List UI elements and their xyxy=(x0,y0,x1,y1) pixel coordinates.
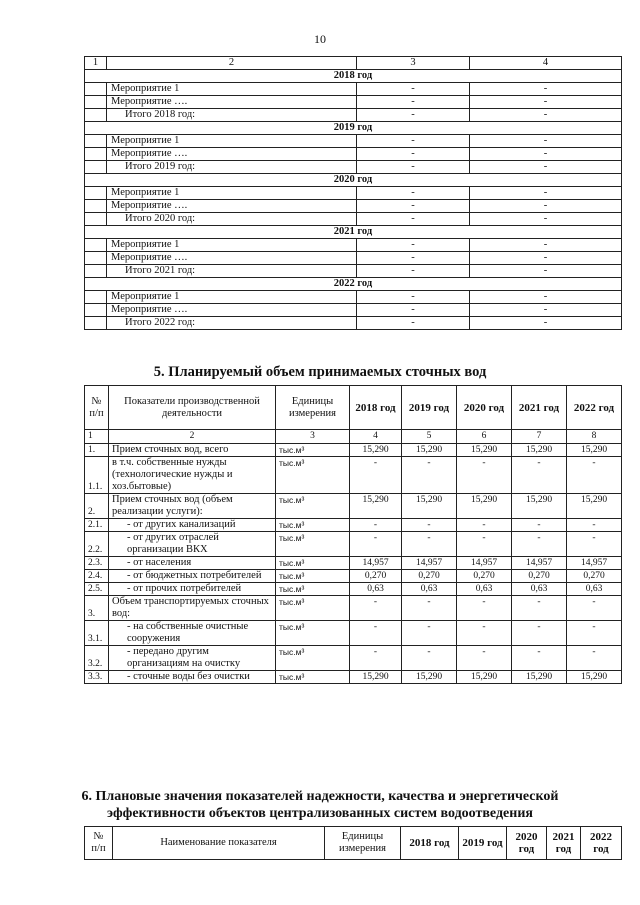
numbering-row xyxy=(85,430,622,444)
indicator-name: - на собственные очистные сооружения xyxy=(109,621,276,646)
measure-value: - xyxy=(357,213,470,226)
measure-value: - xyxy=(470,109,622,122)
value-cell: - xyxy=(512,596,567,621)
table-row xyxy=(85,304,622,317)
row-number: 2. xyxy=(85,494,109,519)
value-cell: - xyxy=(567,457,622,494)
unit-cell: тыс.м³ xyxy=(276,583,350,596)
measure-name: Мероприятие 1 xyxy=(107,239,357,252)
header-year-2020: 2020 год xyxy=(507,827,547,860)
unit-cell: тыс.м³ xyxy=(276,519,350,532)
table-row xyxy=(85,557,622,570)
measure-name: Итого 2019 год: xyxy=(107,161,357,174)
indicator-name: - от прочих потребителей xyxy=(109,583,276,596)
table-row xyxy=(85,444,622,457)
table-row xyxy=(85,148,622,161)
indicator-name: Прием сточных вод (объем реализации услуги): xyxy=(109,494,276,519)
unit-cell: тыс.м³ xyxy=(276,494,350,519)
measure-name: Мероприятие …. xyxy=(107,96,357,109)
value-cell: - xyxy=(402,457,457,494)
row-no-cell xyxy=(85,265,107,278)
value-cell: - xyxy=(567,519,622,532)
value-cell: - xyxy=(567,646,622,671)
unit-cell: тыс.м³ xyxy=(276,671,350,684)
wastewater-volume-table xyxy=(84,385,622,684)
value-cell: - xyxy=(402,596,457,621)
indicator-name: - от других канализаций xyxy=(109,519,276,532)
header-year-2022: 2022 год xyxy=(581,827,622,860)
indicator-name: Прием сточных вод, всего xyxy=(109,444,276,457)
indicator-name: Объем транспортируемых сточных вод: xyxy=(109,596,276,621)
header-cell: 4 xyxy=(470,57,622,70)
section6-title-line1: 6. Плановые значения показателей надежности, качества и энергетической xyxy=(81,789,559,804)
value-cell: 14,957 xyxy=(567,557,622,570)
measure-value: - xyxy=(357,291,470,304)
value-cell: 15,290 xyxy=(457,494,512,519)
value-cell: 0,63 xyxy=(512,583,567,596)
row-no-cell xyxy=(85,187,107,200)
measure-value: - xyxy=(470,161,622,174)
table-row xyxy=(85,317,622,330)
value-cell: 15,290 xyxy=(402,671,457,684)
row-no-cell xyxy=(85,148,107,161)
measure-name: Итого 2020 год: xyxy=(107,213,357,226)
table-row xyxy=(85,583,622,596)
header-row xyxy=(85,57,622,70)
measure-value: - xyxy=(470,200,622,213)
numbering-cell: 7 xyxy=(512,430,567,444)
measure-name: Мероприятие …. xyxy=(107,304,357,317)
row-number: 2.4. xyxy=(85,570,109,583)
value-cell: - xyxy=(350,621,402,646)
row-no-cell xyxy=(85,304,107,317)
measure-name: Итого 2021 год: xyxy=(107,265,357,278)
measure-value: - xyxy=(357,161,470,174)
row-no-cell xyxy=(85,213,107,226)
header-row xyxy=(85,386,622,430)
measure-value: - xyxy=(470,213,622,226)
row-no-cell xyxy=(85,135,107,148)
value-cell: - xyxy=(350,457,402,494)
header-row xyxy=(85,827,622,860)
table-row xyxy=(85,239,622,252)
value-cell: - xyxy=(567,596,622,621)
unit-cell: тыс.м³ xyxy=(276,621,350,646)
row-no-cell xyxy=(85,109,107,122)
year-row xyxy=(85,70,622,83)
value-cell: - xyxy=(457,457,512,494)
header-year-2018: 2018 год xyxy=(401,827,459,860)
row-number: 3.2. xyxy=(85,646,109,671)
unit-cell: тыс.м³ xyxy=(276,557,350,570)
value-cell: 14,957 xyxy=(457,557,512,570)
row-number: 3.1. xyxy=(85,621,109,646)
unit-cell: тыс.м³ xyxy=(276,444,350,457)
header-year-2019: 2019 год xyxy=(402,386,457,430)
value-cell: 15,290 xyxy=(512,444,567,457)
table-row xyxy=(85,570,622,583)
measure-value: - xyxy=(357,187,470,200)
indicator-name: - сточные воды без очистки xyxy=(109,671,276,684)
measures-table xyxy=(84,56,622,330)
table-row xyxy=(85,265,622,278)
year-row xyxy=(85,226,622,239)
header-cell: 2 xyxy=(107,57,357,70)
measure-name: Мероприятие 1 xyxy=(107,135,357,148)
value-cell: - xyxy=(350,596,402,621)
measure-name: Мероприятие 1 xyxy=(107,83,357,96)
measure-value: - xyxy=(357,317,470,330)
value-cell: 15,290 xyxy=(350,494,402,519)
measure-name: Итого 2018 год: xyxy=(107,109,357,122)
header-year-2019: 2019 год xyxy=(459,827,507,860)
value-cell: 0,270 xyxy=(402,570,457,583)
row-no-cell xyxy=(85,200,107,213)
year-row xyxy=(85,278,622,291)
indicator-name: - от бюджетных потребителей xyxy=(109,570,276,583)
year-row xyxy=(85,174,622,187)
header-cell: 3 xyxy=(357,57,470,70)
row-no-cell xyxy=(85,252,107,265)
measure-value: - xyxy=(470,239,622,252)
numbering-cell: 8 xyxy=(567,430,622,444)
section5-title: 5. Планируемый объем принимаемых сточных вод xyxy=(153,364,487,380)
indicator-name: - передано другим организациям на очистку xyxy=(109,646,276,671)
row-no-cell xyxy=(85,317,107,330)
page-number: 10 xyxy=(314,32,326,46)
header-year-2020: 2020 год xyxy=(457,386,512,430)
value-cell: - xyxy=(402,646,457,671)
table-row xyxy=(85,532,622,557)
value-cell: - xyxy=(512,457,567,494)
numbering-cell: 3 xyxy=(276,430,350,444)
value-cell: - xyxy=(567,532,622,557)
table-row xyxy=(85,291,622,304)
value-cell: 15,290 xyxy=(350,671,402,684)
value-cell: - xyxy=(457,621,512,646)
value-cell: 0,63 xyxy=(402,583,457,596)
year-heading: 2018 год xyxy=(85,70,622,83)
measure-name: Мероприятие …. xyxy=(107,200,357,213)
indicator-name: в т.ч. собственные нужды (технологические нужды и хоз.бытовые) xyxy=(109,457,276,494)
value-cell: 0,63 xyxy=(350,583,402,596)
header-year-2022: 2022 год xyxy=(567,386,622,430)
value-cell: - xyxy=(402,532,457,557)
value-cell: - xyxy=(350,519,402,532)
header-unit: Единицы измерения xyxy=(325,827,401,860)
value-cell: - xyxy=(402,519,457,532)
year-heading: 2019 год xyxy=(85,122,622,135)
measure-value: - xyxy=(357,200,470,213)
row-number: 1.1. xyxy=(85,457,109,494)
value-cell: - xyxy=(457,596,512,621)
value-cell: 14,957 xyxy=(512,557,567,570)
value-cell: 0,63 xyxy=(567,583,622,596)
header-no: № п/п xyxy=(85,827,113,860)
row-no-cell xyxy=(85,83,107,96)
row-no-cell xyxy=(85,96,107,109)
measure-value: - xyxy=(357,304,470,317)
numbering-cell: 4 xyxy=(350,430,402,444)
measure-value: - xyxy=(357,148,470,161)
value-cell: 15,290 xyxy=(402,444,457,457)
row-number: 3.3. xyxy=(85,671,109,684)
measure-value: - xyxy=(470,96,622,109)
year-heading: 2022 год xyxy=(85,278,622,291)
reliability-indicators-table xyxy=(84,826,622,860)
row-number: 1. xyxy=(85,444,109,457)
header-name: Наименование показателя xyxy=(113,827,325,860)
value-cell: 15,290 xyxy=(402,494,457,519)
table-row xyxy=(85,494,622,519)
value-cell: - xyxy=(512,519,567,532)
year-row xyxy=(85,122,622,135)
row-number: 3. xyxy=(85,596,109,621)
table-row xyxy=(85,83,622,96)
measure-value: - xyxy=(357,239,470,252)
measure-value: - xyxy=(357,252,470,265)
value-cell: 0,63 xyxy=(457,583,512,596)
measure-value: - xyxy=(357,96,470,109)
table-row xyxy=(85,519,622,532)
table-row xyxy=(85,457,622,494)
header-year-2021: 2021 год xyxy=(547,827,581,860)
header-unit: Единицы измерения xyxy=(276,386,350,430)
value-cell: - xyxy=(457,532,512,557)
table-row xyxy=(85,200,622,213)
row-number: 2.3. xyxy=(85,557,109,570)
numbering-cell: 2 xyxy=(109,430,276,444)
value-cell: 15,290 xyxy=(567,444,622,457)
measure-value: - xyxy=(357,83,470,96)
row-number: 2.1. xyxy=(85,519,109,532)
value-cell: - xyxy=(350,532,402,557)
value-cell: 15,290 xyxy=(457,444,512,457)
value-cell: 14,957 xyxy=(350,557,402,570)
indicator-name: - от других отраслей организации ВКХ xyxy=(109,532,276,557)
unit-cell: тыс.м³ xyxy=(276,457,350,494)
value-cell: 15,290 xyxy=(567,494,622,519)
measure-value: - xyxy=(357,265,470,278)
value-cell: 15,290 xyxy=(457,671,512,684)
value-cell: 15,290 xyxy=(512,494,567,519)
numbering-cell: 1 xyxy=(85,430,109,444)
section6-title-line2: эффективности объектов централизованных систем водоотведения xyxy=(107,806,533,821)
table-row xyxy=(85,596,622,621)
measure-value: - xyxy=(470,148,622,161)
value-cell: 0,270 xyxy=(457,570,512,583)
value-cell: 0,270 xyxy=(567,570,622,583)
table-row xyxy=(85,646,622,671)
measure-name: Мероприятие 1 xyxy=(107,291,357,304)
measure-name: Мероприятие 1 xyxy=(107,187,357,200)
unit-cell: тыс.м³ xyxy=(276,532,350,557)
value-cell: - xyxy=(567,621,622,646)
table-row xyxy=(85,252,622,265)
year-heading: 2021 год xyxy=(85,226,622,239)
value-cell: - xyxy=(512,621,567,646)
value-cell: 15,290 xyxy=(512,671,567,684)
indicator-name: - от населения xyxy=(109,557,276,570)
measure-value: - xyxy=(470,291,622,304)
row-no-cell xyxy=(85,291,107,304)
row-no-cell xyxy=(85,161,107,174)
measure-value: - xyxy=(357,135,470,148)
header-year-2018: 2018 год xyxy=(350,386,402,430)
unit-cell: тыс.м³ xyxy=(276,646,350,671)
unit-cell: тыс.м³ xyxy=(276,570,350,583)
value-cell: - xyxy=(402,621,457,646)
value-cell: 15,290 xyxy=(350,444,402,457)
measure-value: - xyxy=(470,304,622,317)
measure-name: Мероприятие …. xyxy=(107,148,357,161)
year-heading: 2020 год xyxy=(85,174,622,187)
unit-cell: тыс.м³ xyxy=(276,596,350,621)
measure-name: Итого 2022 год: xyxy=(107,317,357,330)
table-row xyxy=(85,213,622,226)
measure-value: - xyxy=(470,317,622,330)
value-cell: 0,270 xyxy=(512,570,567,583)
table-row xyxy=(85,96,622,109)
header-indicator: Показатели производственной деятельности xyxy=(109,386,276,430)
numbering-cell: 6 xyxy=(457,430,512,444)
header-no: № п/п xyxy=(85,386,109,430)
value-cell: 15,290 xyxy=(567,671,622,684)
value-cell: - xyxy=(457,519,512,532)
row-number: 2.2. xyxy=(85,532,109,557)
measure-value: - xyxy=(470,135,622,148)
value-cell: - xyxy=(350,646,402,671)
table-row xyxy=(85,161,622,174)
header-year-2021: 2021 год xyxy=(512,386,567,430)
table-row xyxy=(85,109,622,122)
measure-value: - xyxy=(470,252,622,265)
value-cell: - xyxy=(512,646,567,671)
value-cell: - xyxy=(457,646,512,671)
table-row xyxy=(85,135,622,148)
value-cell: 14,957 xyxy=(402,557,457,570)
value-cell: - xyxy=(512,532,567,557)
measure-value: - xyxy=(470,187,622,200)
section6-title xyxy=(0,788,640,822)
row-number: 2.5. xyxy=(85,583,109,596)
table-row xyxy=(85,621,622,646)
numbering-cell: 5 xyxy=(402,430,457,444)
header-cell: 1 xyxy=(85,57,107,70)
measure-value: - xyxy=(470,83,622,96)
measure-value: - xyxy=(470,265,622,278)
value-cell: 0,270 xyxy=(350,570,402,583)
measure-value: - xyxy=(357,109,470,122)
measure-name: Мероприятие …. xyxy=(107,252,357,265)
table-row xyxy=(85,187,622,200)
row-no-cell xyxy=(85,239,107,252)
table-row xyxy=(85,671,622,684)
